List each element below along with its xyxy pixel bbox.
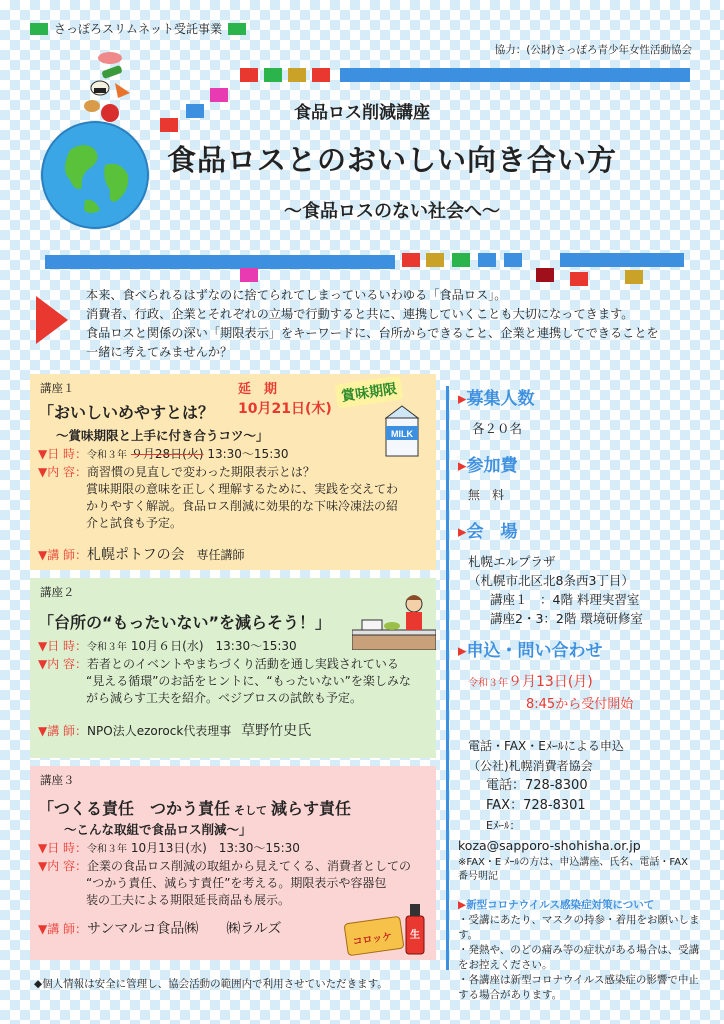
lecture2-date: ▼日 時：令和３年 10月６日(水) 13:30～15:30 [38,639,297,653]
deco-square [312,68,330,82]
milk-carton-icon [380,404,424,458]
deco-bar [340,68,690,82]
lecture2-lecturer: ▼講 師：NPO法人ezorock代表理事 草野竹史氏 [38,723,312,739]
intro-text: 本来、食べられるはずなのに捨てられてしまっているいわゆる「食品ロス」。 消費者、行政、企業とそれぞれの立場で行動すると共に、連携していくことも大切になってきます。 食品ロスと関係の深い「期限表示」をキーワードに、台所からできること、企業と連携してできることを 一緒に考えてみませんか？ [86,288,659,359]
lecture1-new-date: 10月21日(木) [238,401,332,417]
kitchen-illustration [352,590,436,650]
capacity-heading: ▶募集人数 [458,389,535,409]
svg-text:生: 生 [410,930,420,941]
page-title: 食品ロスとのおいしい向き合い方 [166,143,617,177]
column-divider [446,386,449,970]
deco-square [625,270,643,284]
capacity-value: 各２０名 [472,421,523,436]
deco-bar [45,255,395,269]
lecture3-content: ▼内 容：企業の食品ロス削減の取組から見えてくる、消費者としての “つかう責任、減らす責任”を考える。期限表示や容器包 装の工夫による期限延長商品も展示。 [38,859,412,907]
deco-square [478,253,496,267]
lecture3-date: ▼日 時：令和３年 10月13日(水) 13:30～15:30 [38,841,300,855]
privacy-note: ◆個人情報は安全に管理し、協会活動の範囲内で利用させていただきます。 [34,978,388,990]
fee-heading: ▶参加費 [458,456,518,476]
deco-square [264,68,282,82]
lecture2-title: 「台所の“もったいない”を減らそう！」 [38,613,332,632]
deco-square [240,268,258,282]
venue-details: 札幌エルプラザ （札幌市北区北8条西3丁目） 講座１ ：4階 料理実習室 講座2・3：2階 環境研修室 [468,554,643,626]
page-subtitle: ～食品ロスのない社会へ～ [284,201,500,222]
deco-bar [560,253,684,267]
lecture2-content: ▼内 容：若者とのイベントやまちづくり活動を通し実践されている “見える循環”のお話をヒントに、“もったいない”を楽しみな がら減らす工夫を紹介。ベジブロスの試飲も予定。 [38,657,411,705]
intro-arrow-icon [36,296,68,344]
contact-block: 電話・FAX・Eﾒｰﾙによる申込 （公社)札幌消費者協会 電話：728-8300 FAX：728-8301 Eﾒｰﾙ： koza@sapporo-shohisha.or.jp [468,736,708,856]
lecture3-subtitle: ～こんな取組で食品ロス削減～」 [64,822,252,837]
covid-notice: ▶新型コロナウイルス感染症対策について ・受講にあたり、マスクの持参・着用をお願いしま す。 ・発熱や、のどの痛み等の症状がある場合は、受講 をお控えください。 ・各講座は新型コロナウイルス感染症の影響で中止 する場合があります。 [458,899,700,1001]
fee-value: 無 料 [468,488,505,502]
contact-email[interactable]: koza@sapporo-shohisha.or.jp [458,838,641,853]
deco-square [536,268,554,282]
venue-heading: ▶会 場 [458,522,518,542]
lecture1-label: 講座１ [40,381,75,395]
svg-text:MILK: MILK [391,429,413,439]
lecture1-content: ▼内 容：商習慣の見直しで変わった期限表示とは？ 賞味期限の意味を正しく理解するために、実践を交えてわ かりやすく解説。食品ロス削減に効果的な下味冷凍法の紹 介と試食も予定。 [38,465,399,530]
lecture3-title: 「つくる責任 つかう責任 そして 減らす責任 [38,799,352,818]
sidebar-info [458,384,708,1003]
lecture3-label: 講座３ [40,773,75,787]
series-title: 食品ロス削減講座 [294,103,430,123]
deco-square [240,68,258,82]
deco-square [452,253,470,267]
deco-square [504,253,522,267]
apply-note: ※FAX・E ﾒｰﾙの方は、申込講座、氏名、電話・FAX 番号明記 [458,857,688,882]
cooperation-note: 協力：(公財)さっぽろ青少年女性活動協会 [494,44,692,56]
lecture1-date: ▼日 時：令和３年 ９月28日(火) 13:30～15:30 [38,447,289,461]
lecture1-postponed: 延 期 [238,382,278,397]
apply-heading: ▶申込・問い合わせ [458,641,603,661]
apply-date: 令和３年９月13日(月) [468,674,593,690]
lecture3-box [30,766,436,960]
apply-time: 8:45から受付開始 [526,697,634,712]
svg-text:コロッケ: コロッケ [352,931,393,948]
commission-label: さっぽろスリムネット受託事業 [30,20,246,37]
deco-square [288,68,306,82]
lecture1-title: 「おいしいめやすとは？ [38,403,215,422]
lecture1-lecturer: ▼講 師：札幌ポトフの会 専任講師 [38,547,245,563]
deco-square [426,253,444,267]
lecture1-box [30,374,436,570]
lecture1-subtitle: ～賞味期限と上手に付き合うコツ～」 [56,428,269,443]
deco-square [570,272,588,286]
lecture2-box [30,578,436,758]
best-before-badge: 賞味期限 [335,376,404,409]
croquette-package-icon [344,902,430,956]
lecture2-label: 講座２ [40,585,75,599]
lecture3-lecturer: ▼講 師：サンマルコ食品㈱ ㈱ラルズ [38,921,282,937]
deco-square [402,253,420,267]
